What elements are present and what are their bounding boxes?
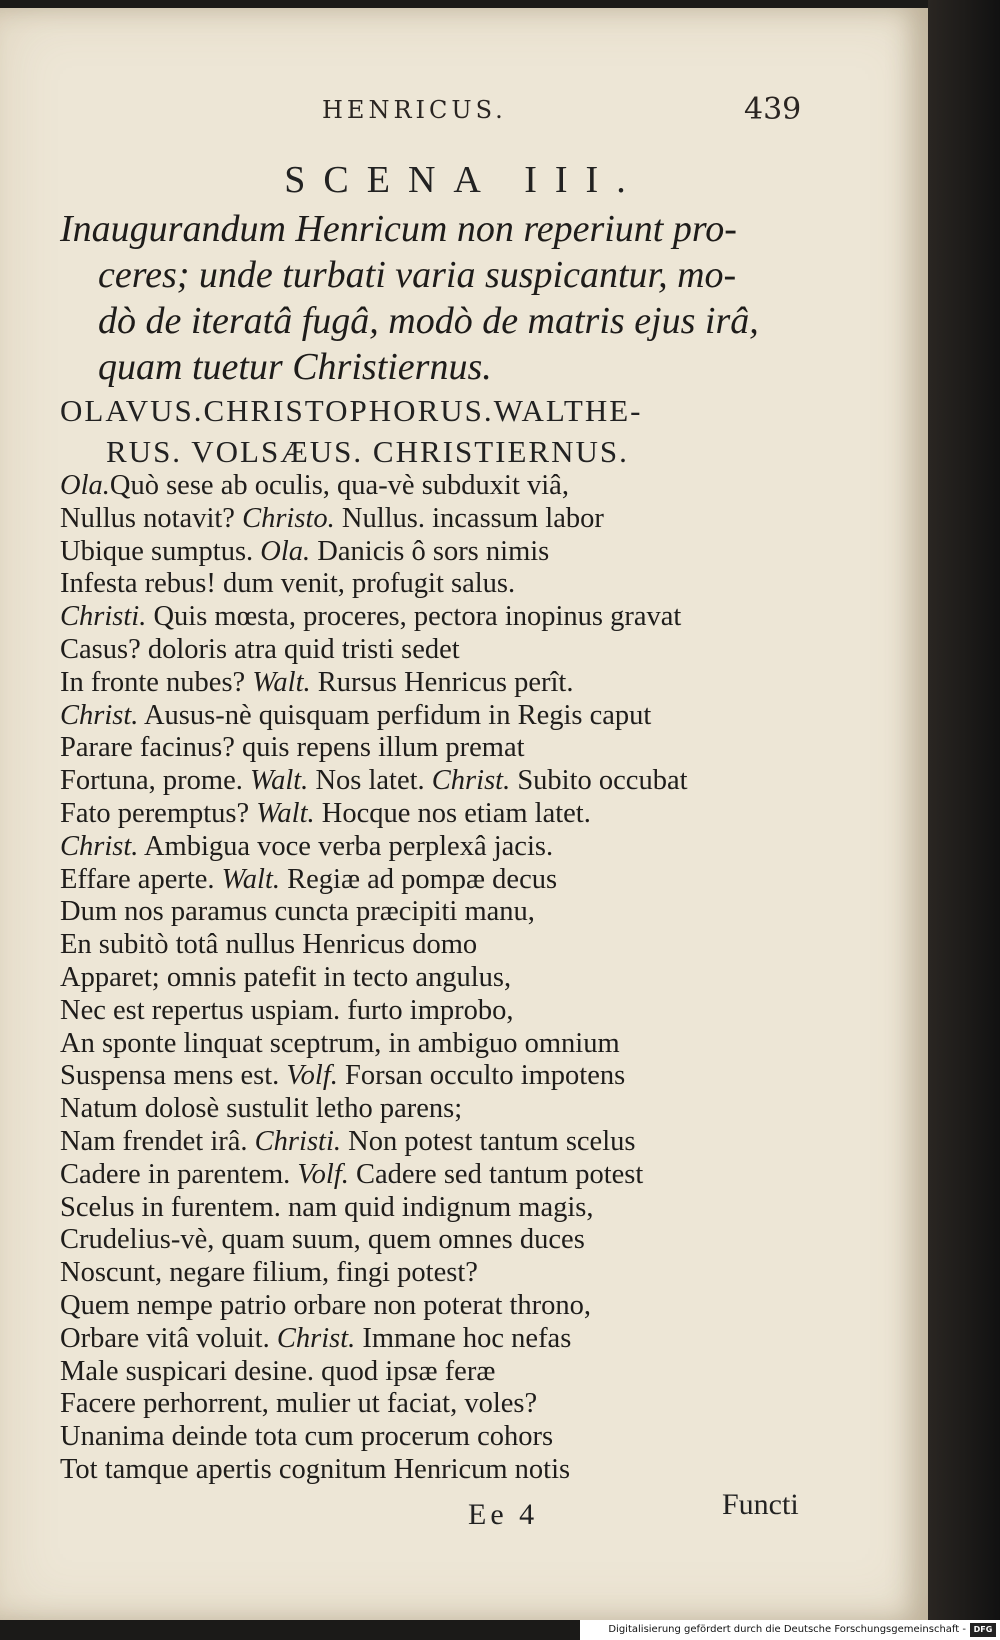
verse-text: Nec est repertus uspiam. furto improbo, xyxy=(60,994,514,1026)
speaker-name: Christ. xyxy=(60,699,139,731)
verse-line xyxy=(60,1356,820,1389)
verse-text: In fronte nubes? xyxy=(60,666,253,698)
verse-text: Ausus-nè quisquam perfidum in Regis caput xyxy=(138,699,652,731)
verse-text: An sponte linquat sceptrum, in ambiguo omnium xyxy=(60,1027,620,1059)
verse-text: Nullus notavit? xyxy=(60,502,243,534)
verse-text: Infesta rebus! dum venit, profugit salus. xyxy=(60,568,516,600)
verse-text: Effare aperte. xyxy=(60,863,222,895)
signature-mark: Ee 4 xyxy=(468,1498,539,1531)
verse-line xyxy=(60,798,820,831)
speaker-name: Ola. xyxy=(60,470,110,501)
speaker-name: Walt. xyxy=(252,666,311,698)
verse-line xyxy=(60,929,820,962)
verse-line xyxy=(60,536,820,569)
verse-text: Fortuna, prome. xyxy=(60,765,250,797)
page-number: 439 xyxy=(744,92,802,127)
digitization-credit xyxy=(580,1620,1000,1640)
verse-line xyxy=(60,1028,820,1061)
verse-line xyxy=(60,470,820,503)
argument-line: dò de iteratâ fugâ, modò de matris ejus irâ, xyxy=(98,300,759,342)
verse-text: Nullus. incassum labor xyxy=(334,502,604,534)
verse-text: Nam frendet irâ. xyxy=(60,1125,255,1157)
page-header xyxy=(0,92,928,136)
verse-line xyxy=(60,1060,820,1093)
verse-text: Quò sese ab oculis, qua-vè subduxit viâ, xyxy=(109,470,569,501)
verse-line xyxy=(60,503,820,536)
verse-line xyxy=(60,1454,820,1487)
speaker-name: Christ. xyxy=(60,830,139,862)
verse-text: Male suspicari desine. quod ipsæ feræ xyxy=(60,1355,496,1387)
verse-line xyxy=(60,667,820,700)
verse-line xyxy=(60,700,820,733)
verse-text: Facere perhorrent, mulier ut faciat, voles? xyxy=(60,1388,538,1420)
speaker-name: Christ. xyxy=(431,765,511,797)
verse-line xyxy=(60,1323,820,1356)
verse-text: Scelus in furentem. nam quid indignum magis, xyxy=(60,1191,594,1223)
verse-text: Tot tamque apertis cognitum Henricum notis xyxy=(60,1453,571,1485)
verse-body xyxy=(60,470,820,1487)
page-footer xyxy=(0,1488,928,1538)
verse-line xyxy=(60,601,820,634)
verse-text: Apparet; omnis patefit in tecto angulus, xyxy=(60,961,512,993)
scene-title: SCENA III. xyxy=(284,159,644,201)
verse-line xyxy=(60,1421,820,1454)
verse-line xyxy=(60,1290,820,1323)
verse-line xyxy=(60,568,820,601)
verse-line xyxy=(60,1388,820,1421)
speaker-name: Christ. xyxy=(276,1322,356,1354)
verse-text: Hocque nos etiam latet. xyxy=(314,797,591,829)
verse-text: Natum dolosè sustulit letho parens; xyxy=(60,1093,463,1125)
verse-line xyxy=(60,831,820,864)
verse-text: Crudelius-vè, quam suum, quem omnes duces xyxy=(60,1224,585,1256)
verse-text: Suspensa mens est. xyxy=(60,1060,287,1092)
characters-line: RUS. VOLSÆUS. CHRISTIERNUS. xyxy=(106,434,629,469)
verse-text: Quis mœsta, proceres, pectora inopinus gravat xyxy=(146,601,682,633)
catchword: Functi xyxy=(722,1488,799,1521)
verse-line xyxy=(60,1126,820,1159)
verse-text: Rursus Henricus perît. xyxy=(310,666,574,698)
running-title: HENRICUS. xyxy=(322,96,507,124)
verse-line xyxy=(60,896,820,929)
verse-line xyxy=(60,1224,820,1257)
verse-text: Regiæ ad pompæ decus xyxy=(280,863,558,895)
verse-text: Unanima deinde tota cum procerum cohors xyxy=(60,1421,554,1453)
speaker-name: Ola. xyxy=(260,535,311,567)
credit-text: Digitalisierung gefördert durch die Deutsche Forschungsgemeinschaft - xyxy=(608,1624,966,1635)
speaker-name: Walt. xyxy=(221,863,280,895)
verse-text: Noscunt, negare filium, fingi potest? xyxy=(60,1257,478,1289)
verse-line xyxy=(60,732,820,765)
verse-text: Casus? doloris atra quid tristi sedet xyxy=(60,633,460,665)
scan-background xyxy=(928,0,1000,1640)
speaker-name: Volf. xyxy=(286,1060,338,1092)
verse-text: En subitò totâ nullus Henricus domo xyxy=(60,929,478,961)
argument-line: ceres; unde turbati varia suspicantur, mo- xyxy=(98,254,737,296)
verse-line xyxy=(60,1093,820,1126)
verse-line xyxy=(60,962,820,995)
speaker-name: Christo. xyxy=(242,502,335,534)
verse-text: Non potest tantum scelus xyxy=(341,1125,636,1157)
speaker-name: Walt. xyxy=(256,797,315,829)
verse-text: Fato peremptus? xyxy=(60,797,257,829)
speaker-name: Christi. xyxy=(60,601,147,633)
book-page xyxy=(0,8,928,1620)
verse-text: Forsan occulto impotens xyxy=(337,1060,626,1092)
speaker-name: Walt. xyxy=(249,765,309,797)
verse-line xyxy=(60,864,820,897)
verse-text: Parare facinus? quis repens illum premat xyxy=(60,732,525,764)
verse-text: Subito occubat xyxy=(510,765,688,797)
verse-line xyxy=(60,1257,820,1290)
scene-argument xyxy=(60,206,800,390)
argument-line: quam tuetur Christiernus. xyxy=(98,346,492,388)
speaker-name: Christi. xyxy=(254,1125,341,1157)
verse-line xyxy=(60,1192,820,1225)
verse-text: Immane hoc nefas xyxy=(355,1322,572,1354)
verse-text: Nos latet. xyxy=(308,765,432,797)
verse-text: Quem nempe patrio orbare non poterat throno, xyxy=(60,1289,592,1321)
dfg-logo: DFG xyxy=(970,1623,996,1637)
verse-line xyxy=(60,634,820,667)
verse-line xyxy=(60,765,820,798)
speaker-name: Volf. xyxy=(297,1158,349,1190)
verse-text: Cadere sed tantum potest xyxy=(348,1158,644,1190)
verse-text: Dum nos paramus cuncta præcipiti manu, xyxy=(60,896,535,928)
verse-line xyxy=(60,1159,820,1192)
verse-text: Orbare vitâ voluit. xyxy=(60,1322,277,1354)
verse-text: Ubique sumptus. xyxy=(60,535,261,567)
verse-text: Danicis ô sors nimis xyxy=(310,535,550,567)
verse-text: Ambigua voce verba perplexâ jacis. xyxy=(138,830,554,862)
dramatis-personae xyxy=(60,390,820,472)
verse-line xyxy=(60,995,820,1028)
verse-text: Cadere in parentem. xyxy=(60,1158,298,1190)
characters-line: OLAVUS.CHRISTOPHORUS.WALTHE- xyxy=(60,393,643,428)
argument-line: Inaugurandum Henricum non reperiunt pro- xyxy=(60,208,737,250)
